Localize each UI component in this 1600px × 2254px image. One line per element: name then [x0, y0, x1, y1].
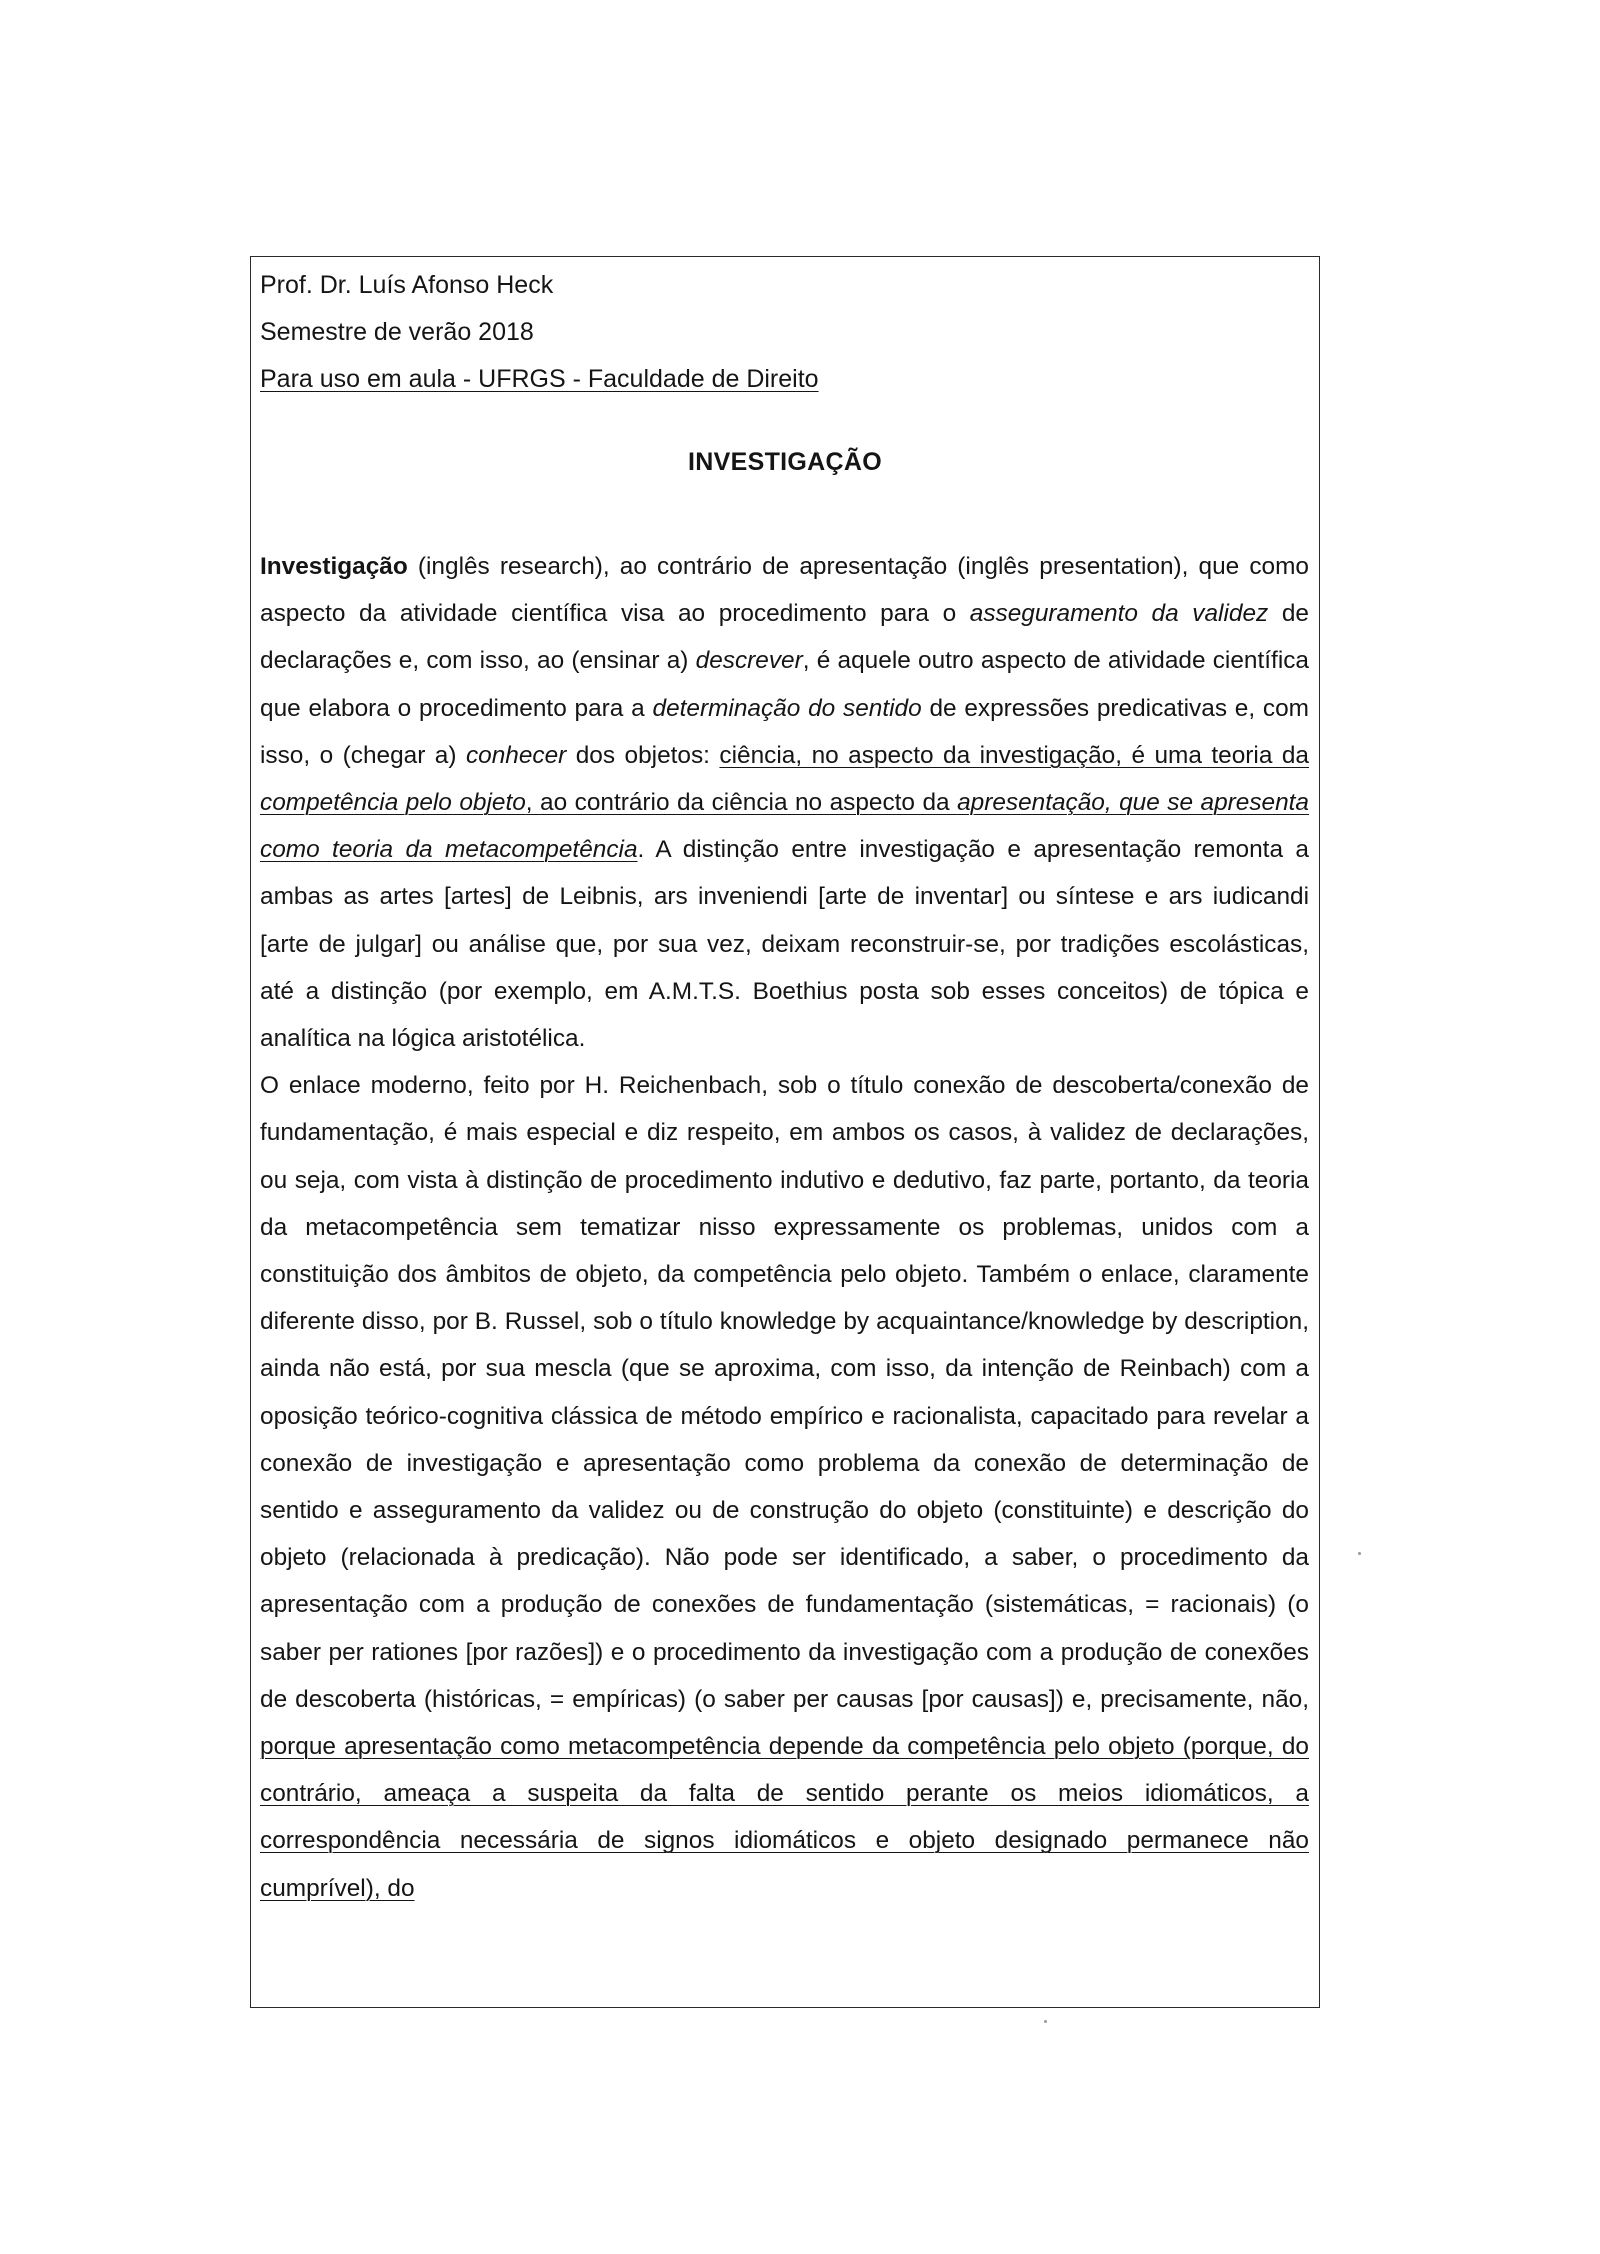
paragraph-1-text-e: dos objetos:	[566, 741, 720, 769]
paragraph-1-italic-a: asseguramento da validez	[969, 600, 1269, 628]
usage-line: Para uso em aula - UFRGS - Faculdade de Direito	[260, 365, 819, 393]
paragraph-1-text-d: de expressões predicativas e, com isso, o (chegar a)	[260, 694, 1310, 769]
paragraph-1-term: Investigação	[260, 553, 408, 580]
paragraph-1-text-c: , é aquele outro aspecto de atividade científica que elabora o procedimento para a	[260, 647, 1309, 722]
paragraph-1-italic-d: conhecer	[465, 741, 567, 769]
author-line: Prof. Dr. Luís Afonso Heck	[260, 271, 554, 299]
document-title: INVESTIGAÇÃO	[688, 448, 882, 476]
paragraph-2	[260, 1062, 1309, 1912]
paragraph-1-underlined-italic-b: apresentação, que se apresenta como teoria da metacompetência	[260, 789, 1309, 864]
paragraph-1-italic-c: determinação do sentido	[652, 694, 922, 722]
document-body	[260, 543, 1309, 1912]
paragraph-1-underlined-italic-a: competência pelo objeto	[260, 789, 526, 817]
paragraph-2-underlined-a: porque apresentação como metacompetência depende da competência pelo objeto (porque, do contrário, ameaça a suspeita da falta de sentido perante os meios idiomáticos, a correspondência necessária de signos idiomáticos e objeto designado permanece não cumprível), do	[260, 1733, 1309, 1902]
paragraph-1-underlined-a: ciência, no aspecto da investigação, é uma teoria da	[719, 741, 1309, 769]
paragraph-2-text-a: O enlace moderno, feito por H. Reichenbach, sob o título conexão de descoberta/conexão de fundamentação, é mais especial e diz respeito, em ambos os casos, à validez de declarações, ou seja, com vista à distinção de procedimento indutivo e dedutivo, faz parte, portanto, da teoria da metacompetência sem tematizar nisso expressamente os problemas, unidos com a constituição dos âmbitos de objeto, da competência pelo objeto. Também o enlace, claramente diferente disso, por B. Russel, sob o título knowledge by acquaintance/knowledge by description, ainda não está, por sua mescla (que se aproxima, com isso, da intenção de Reinbach) com a oposição teórico-cognitiva clássica de método empírico e racionalista, capacitado para revelar a conexão de investigação e apresentação como problema da conexão de determinação de sentido e asseguramento da validez ou de construção do objeto (constituinte) e descrição do objeto (relacionada à predicação). Não pode ser identificado, a saber, o procedimento da apresentação com a produção de conexões de fundamentação (sistemáticas, = racionais) (o saber per rationes [por razões]) e o procedimento da investigação com a produção de conexões de descoberta (históricas, = empíricas) (o saber per causas [por causas]) e, precisamente, não,	[260, 1072, 1309, 1713]
paragraph-1	[260, 543, 1309, 1062]
paragraph-1-text-a: (inglês research), ao contrário de apresentação (inglês presentation), que como aspecto da atividade científica visa ao procedimento para o	[260, 553, 1309, 628]
document-header	[260, 262, 819, 403]
paragraph-1-text-f: . A distinção entre investigação e apresentação remonta a ambas as artes [artes] de Leibnis, ars inveniendi [arte de inventar] ou síntese e ars iudicandi [arte de julgar] ou análise que, por sua vez, deixam reconstruir-se, por tradições escolásticas, até a distinção (por exemplo, em A.M.T.S. Boethius posta sob esses conceitos) de tópica e analítica na lógica aristotélica.	[260, 836, 1309, 1053]
semester-line: Semestre de verão 2018	[260, 318, 534, 346]
paragraph-1-italic-b: descrever	[695, 647, 803, 675]
paragraph-1-text-b: de declarações e, com isso, ao (ensinar a)	[260, 600, 1309, 675]
paragraph-1-underlined-b: , ao contrário da ciência no aspecto da	[525, 789, 958, 817]
scan-speck	[1044, 2020, 1047, 2023]
scan-speck	[1358, 1552, 1361, 1555]
